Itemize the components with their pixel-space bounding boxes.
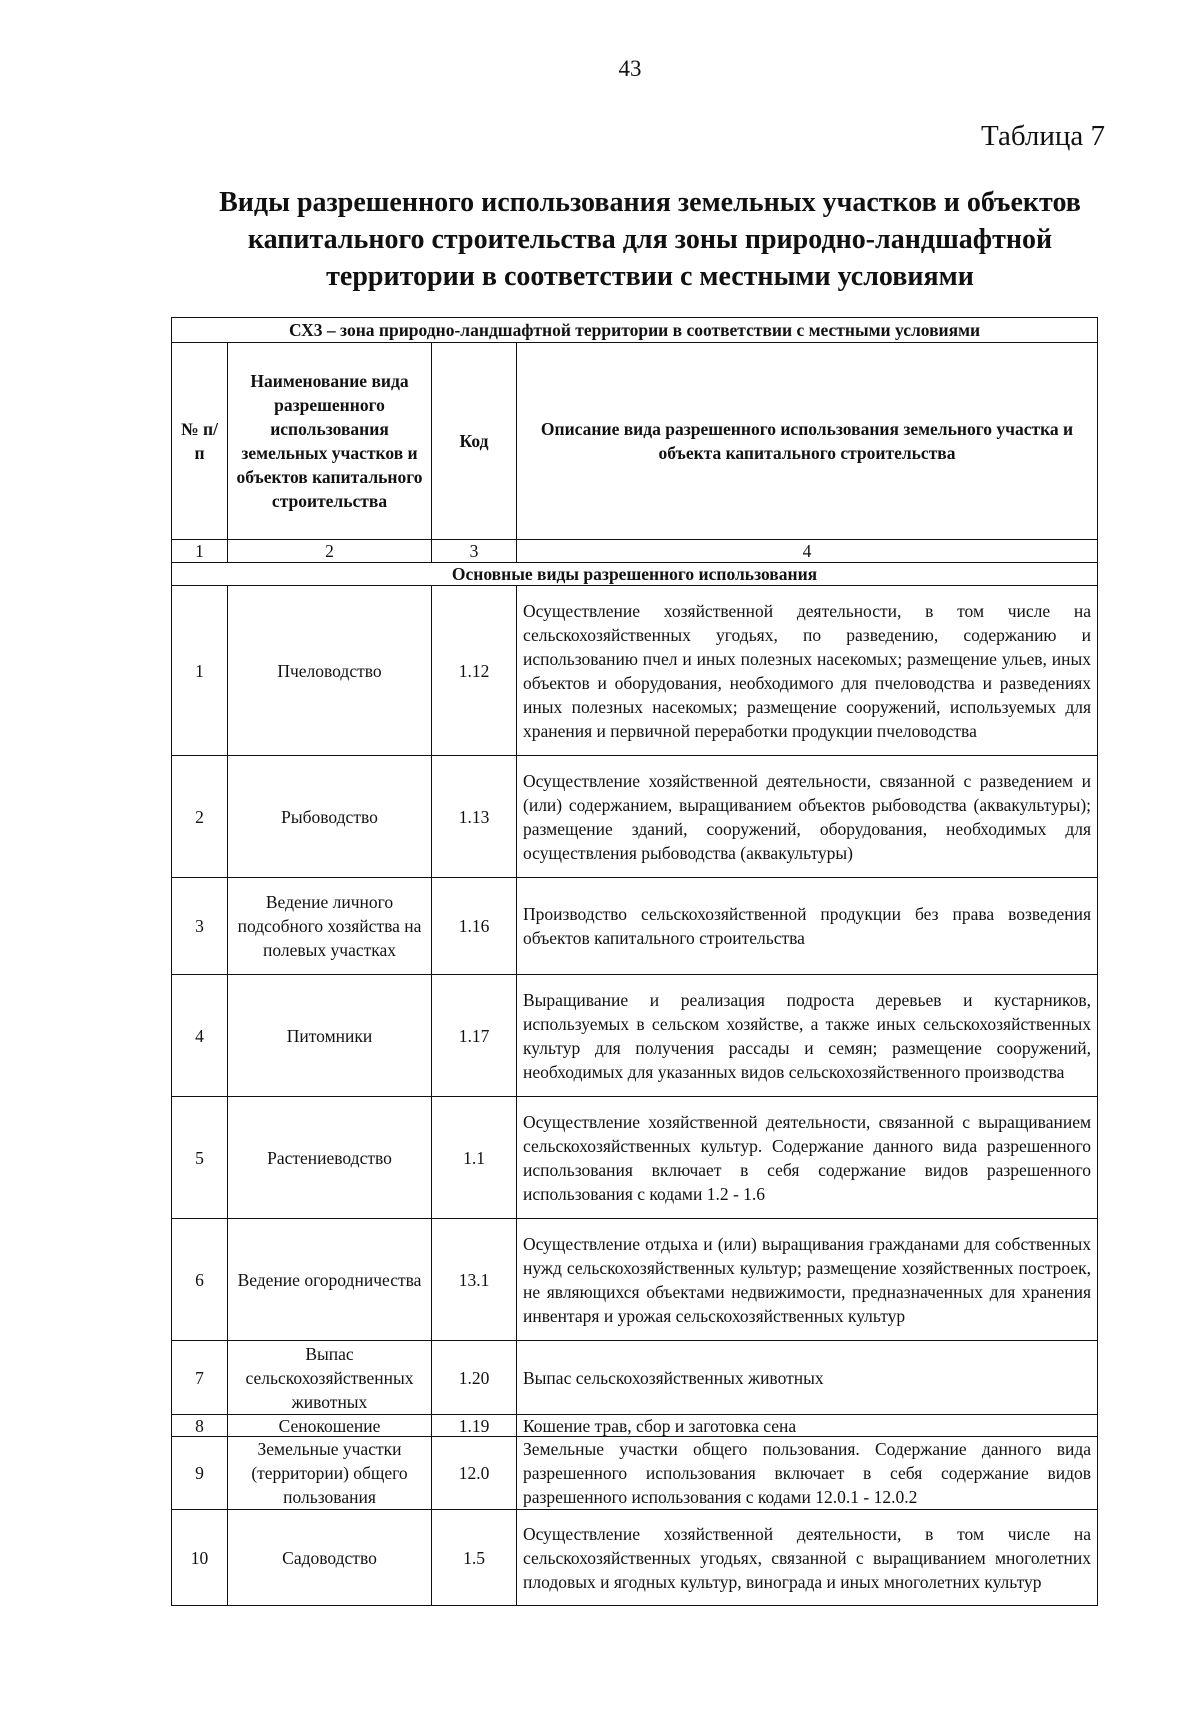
row-description: Выращивание и реализация подроста деревьев и кустарников, используемых в сельском хозяйстве, а также иных сельскохозяйственных культур для получения рассады и семян; размещение сооружений, необходимых для указанных видов сельскохозяйственного производства — [517, 975, 1098, 1097]
row-name: Ведение огородничества — [228, 1219, 432, 1341]
table-row — [172, 1097, 1098, 1219]
row-name: Земельные участки (территории) общего пользования — [228, 1437, 432, 1510]
row-number: 9 — [172, 1437, 228, 1510]
row-description: Осуществление хозяйственной деятельности, в том числе на сельскохозяйственных угодьях, по разведению, содержанию и использованию пчел и иных полезных насекомых; размещение ульев, иных объектов и оборудования, необходимого для пчеловодства и разведениях иных полезных насекомых; размещение сооружений, используемых для хранения и первичной переработки продукции пчеловодства — [517, 586, 1098, 756]
table-row — [172, 1415, 1098, 1437]
row-description: Осуществление хозяйственной деятельности, связанной с разведением и (или) содержанием, выращиванием объектов рыбоводства (аквакультуры); размещение зданий, сооружений, оборудования, необходимых для осуществления рыбоводства (аквакультуры) — [517, 756, 1098, 878]
row-number: 5 — [172, 1097, 228, 1219]
row-code: 1.5 — [432, 1510, 517, 1606]
column-number: 2 — [228, 540, 432, 563]
page-number: 43 — [618, 56, 642, 81]
row-number: 8 — [172, 1415, 228, 1437]
row-number: 2 — [172, 756, 228, 878]
column-number: 1 — [172, 540, 228, 563]
row-description: Производство сельскохозяйственной продукции без права возведения объектов капитального строительства — [517, 878, 1098, 975]
document-title — [150, 184, 1150, 295]
land-use-table — [171, 317, 1098, 1606]
row-code: 1.17 — [432, 975, 517, 1097]
row-name: Выпас сельскохозяйственных животных — [228, 1341, 432, 1415]
section-title-row — [172, 563, 1098, 586]
header-code: Код — [432, 343, 517, 540]
title-line: капитального строительства для зоны природно-ландшафтной — [247, 224, 1053, 255]
table-caption: Таблица 7 — [980, 120, 1105, 152]
row-name: Питомники — [228, 975, 432, 1097]
row-number: 3 — [172, 878, 228, 975]
header-no: № п/п — [172, 343, 228, 540]
row-name: Пчеловодство — [228, 586, 432, 756]
zone-title: СХ3 – зона природно-ландшафтной территории в соответствии с местными условиями — [172, 318, 1098, 343]
row-number: 4 — [172, 975, 228, 1097]
row-name: Рыбоводство — [228, 756, 432, 878]
row-code: 1.20 — [432, 1341, 517, 1415]
table-row — [172, 975, 1098, 1097]
row-name: Ведение личного подсобного хозяйства на полевых участках — [228, 878, 432, 975]
column-number-row — [172, 540, 1098, 563]
table-row — [172, 1437, 1098, 1510]
table-row — [172, 1510, 1098, 1606]
row-code: 12.0 — [432, 1437, 517, 1510]
row-name: Садоводство — [228, 1510, 432, 1606]
row-code: 1.12 — [432, 586, 517, 756]
table-row — [172, 586, 1098, 756]
column-number: 4 — [517, 540, 1098, 563]
row-description: Земельные участки общего пользования. Содержание данного вида разрешенного использования включает в себя содержание видов разрешенного использования с кодами 12.0.1 - 12.0.2 — [517, 1437, 1098, 1510]
table-row — [172, 756, 1098, 878]
row-description: Выпас сельскохозяйственных животных — [517, 1341, 1098, 1415]
header-name: Наименование вида разрешенного использования земельных участков и объектов капитального строительства — [228, 343, 432, 540]
row-name: Сенокошение — [228, 1415, 432, 1437]
column-number: 3 — [432, 540, 517, 563]
row-description: Осуществление отдыха и (или) выращивания гражданами для собственных нужд сельскохозяйственных культур; размещение хозяйственных построек, не являющихся объектами недвижимости, предназначенных для хранения инвентаря и урожая сельскохозяйственных культур — [517, 1219, 1098, 1341]
table-row — [172, 878, 1098, 975]
row-description: Кошение трав, сбор и заготовка сена — [517, 1415, 1098, 1437]
row-number: 6 — [172, 1219, 228, 1341]
row-name: Растениеводство — [228, 1097, 432, 1219]
row-number: 10 — [172, 1510, 228, 1606]
row-number: 1 — [172, 586, 228, 756]
row-code: 1.1 — [432, 1097, 517, 1219]
row-description: Осуществление хозяйственной деятельности, в том числе на сельскохозяйственных угодьях, связанной с выращиванием многолетних плодовых и ягодных культур, винограда и иных многолетних культур — [517, 1510, 1098, 1606]
row-code: 13.1 — [432, 1219, 517, 1341]
row-description: Осуществление хозяйственной деятельности, связанной с выращиванием сельскохозяйственных культур. Содержание данного вида разрешенного использования включает в себя содержание видов разрешенного использования с кодами 1.2 - 1.6 — [517, 1097, 1098, 1219]
row-number: 7 — [172, 1341, 228, 1415]
row-code: 1.16 — [432, 878, 517, 975]
zone-title-row — [172, 318, 1098, 343]
table-row — [172, 1341, 1098, 1415]
row-code: 1.19 — [432, 1415, 517, 1437]
header-row — [172, 343, 1098, 540]
title-line: Виды разрешенного использования земельных участков и объектов — [219, 187, 1081, 218]
title-line: территории в соответствии с местными условиями — [326, 261, 974, 292]
table-row — [172, 1219, 1098, 1341]
row-code: 1.13 — [432, 756, 517, 878]
header-description: Описание вида разрешенного использования земельного участка и объекта капитального строительства — [517, 343, 1098, 540]
section-title: Основные виды разрешенного использования — [172, 563, 1098, 586]
